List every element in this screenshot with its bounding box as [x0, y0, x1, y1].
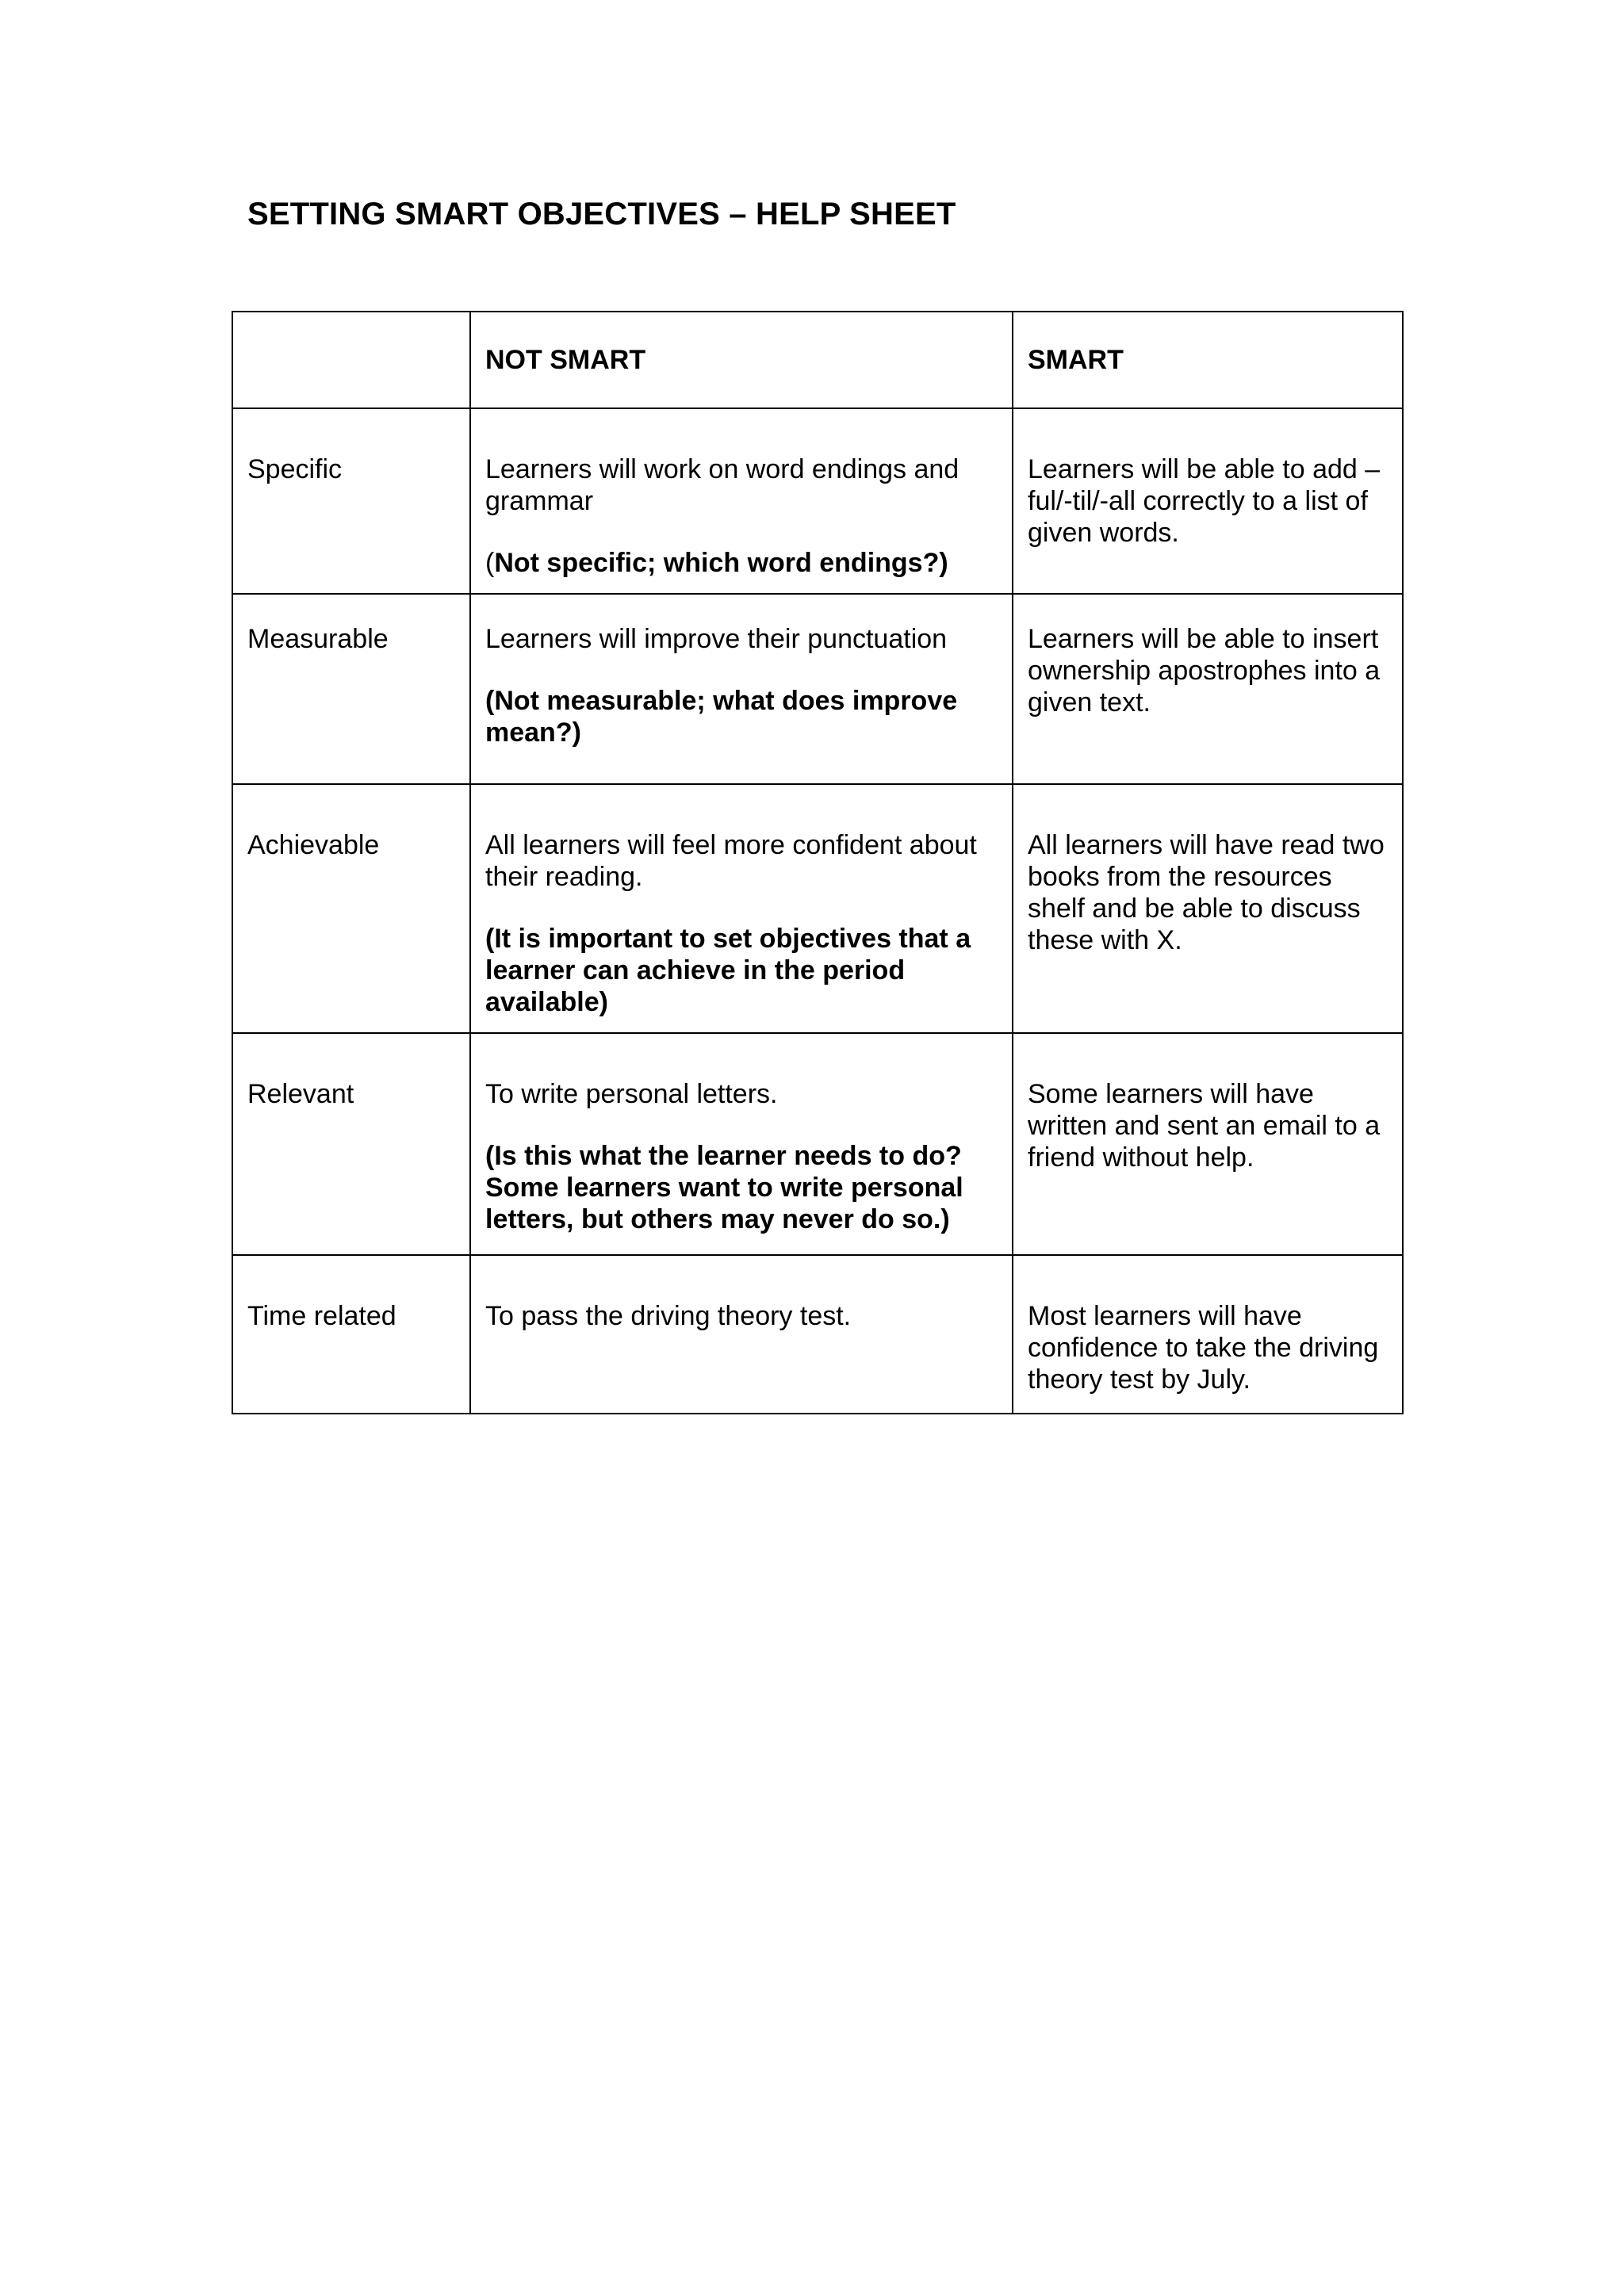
row-label-relevant: Relevant — [232, 1033, 470, 1255]
not-smart-cell — [470, 1255, 1013, 1414]
header-cell-not-smart: NOT SMART — [470, 312, 1013, 408]
not-smart-note: (It is important to set objectives that a learner can achieve in the period available) — [485, 924, 971, 1017]
not-smart-cell — [470, 1033, 1013, 1255]
page-title: SETTING SMART OBJECTIVES – HELP SHEET — [247, 197, 956, 232]
row-label-specific: Specific — [232, 408, 470, 594]
smart-cell: All learners will have read two books from the resources shelf and be able to discuss these with X. — [1013, 784, 1403, 1033]
smart-objectives-table — [232, 311, 1404, 1414]
not-smart-text: Learners will improve their punctuation — [485, 624, 948, 654]
table-row — [232, 1033, 1403, 1255]
not-smart-text: All learners will feel more confident about their reading. — [485, 830, 977, 892]
not-smart-text: To write personal letters. — [485, 1079, 778, 1109]
not-smart-note-prefix: ( — [485, 548, 495, 578]
smart-cell: Most learners will have confidence to take the driving theory test by July. — [1013, 1255, 1403, 1414]
row-label-measurable: Measurable — [232, 594, 470, 784]
not-smart-note — [485, 547, 998, 579]
table-row — [232, 1255, 1403, 1414]
not-smart-cell — [470, 408, 1013, 594]
not-smart-cell — [470, 784, 1013, 1033]
row-label-achievable: Achievable — [232, 784, 470, 1033]
not-smart-note: (Not measurable; what does improve mean?) — [485, 686, 958, 748]
header-cell-empty — [232, 312, 470, 408]
table-row — [232, 784, 1403, 1033]
table-row — [232, 408, 1403, 594]
table-header-row — [232, 312, 1403, 408]
not-smart-cell — [470, 594, 1013, 784]
header-cell-smart: SMART — [1013, 312, 1403, 408]
not-smart-note: (Is this what the learner needs to do? Some learners want to write personal letters, but others may never do so.) — [485, 1141, 963, 1234]
smart-cell: Some learners will have written and sent an email to a friend without help. — [1013, 1033, 1403, 1255]
row-label-time-related: Time related — [232, 1255, 470, 1414]
not-smart-text: Learners will work on word endings and grammar — [485, 454, 959, 516]
smart-cell: Learners will be able to insert ownership apostrophes into a given text. — [1013, 594, 1403, 784]
not-smart-note-text: Not specific; which word endings?) — [494, 548, 948, 578]
table-row — [232, 594, 1403, 784]
not-smart-text: To pass the driving theory test. — [485, 1301, 852, 1331]
smart-cell: Learners will be able to add –ful/-til/-all correctly to a list of given words. — [1013, 408, 1403, 594]
